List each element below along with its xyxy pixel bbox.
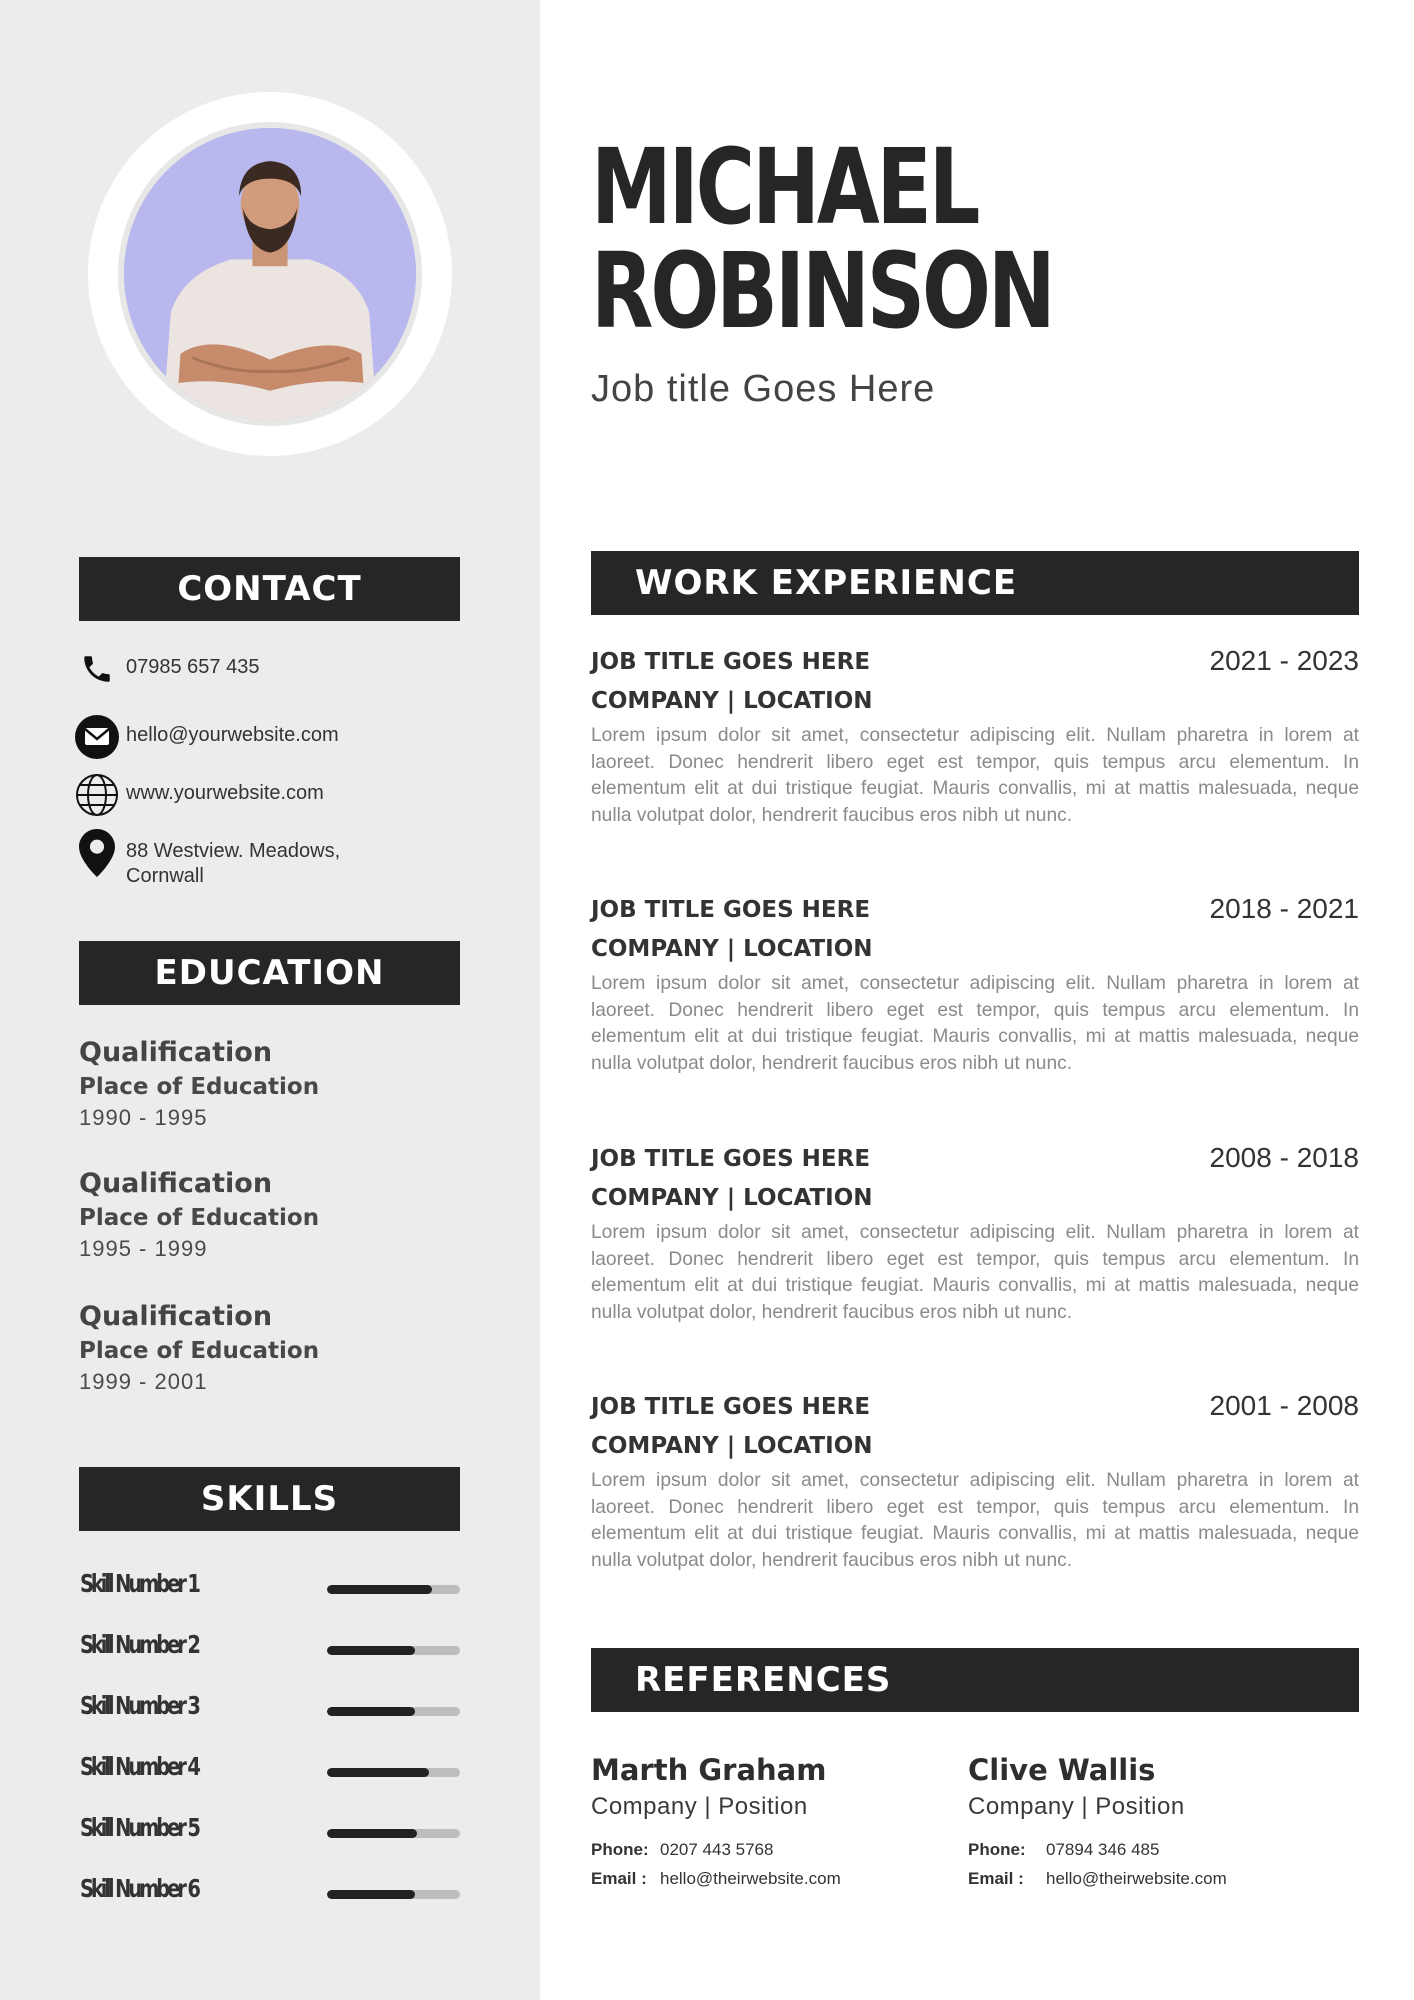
- skill-level-bar: [327, 1890, 460, 1899]
- reference-phone-label: Phone:: [968, 1840, 1026, 1859]
- skill-name: Skill Number 5: [80, 1813, 198, 1842]
- reference-item: [591, 1750, 951, 1893]
- work-company: COMPANY | LOCATION: [591, 688, 873, 714]
- education-years: 1990 - 1995: [79, 1105, 208, 1130]
- skill-row: [80, 1569, 460, 1609]
- contact-website-text[interactable]: www.yourwebsite.com: [126, 782, 324, 804]
- work-job-title: JOB TITLE GOES HERE: [591, 649, 871, 675]
- skill-level-bar: [327, 1829, 460, 1838]
- reference-phone-line: [968, 1835, 1328, 1864]
- skill-level-fill: [327, 1646, 415, 1655]
- contact-phone-text: 07985 657 435: [126, 656, 260, 678]
- work-company: COMPANY | LOCATION: [591, 1433, 873, 1459]
- reference-phone: 07894 346 485: [1046, 1840, 1160, 1859]
- reference-email-line: [591, 1864, 951, 1893]
- reference-email[interactable]: hello@theirwebsite.com: [660, 1869, 841, 1888]
- skill-row: [80, 1813, 460, 1853]
- contact-phone: [74, 646, 386, 692]
- person-name: [591, 126, 1053, 352]
- skill-level-bar: [327, 1768, 460, 1777]
- skill-name: Skill Number 3: [80, 1691, 198, 1720]
- education-item: [79, 1166, 459, 1264]
- first-name: MICHAEL: [591, 126, 978, 248]
- contact-email: [74, 714, 386, 760]
- person-portrait-icon: [124, 128, 416, 420]
- education-place: Place of Education: [79, 1338, 320, 1364]
- education-place: Place of Education: [79, 1205, 320, 1231]
- education-item: [79, 1035, 459, 1133]
- education-qualification: Qualification: [79, 1037, 273, 1068]
- work-years: 2018 - 2021: [1209, 893, 1359, 924]
- reference-company: Company | Position: [968, 1793, 1185, 1820]
- skill-name: Skill Number 1: [80, 1569, 198, 1598]
- reference-phone: 0207 443 5768: [660, 1840, 774, 1859]
- reference-email-label: Email :: [968, 1869, 1024, 1888]
- work-description: Lorem ipsum dolor sit amet, consectetur adipiscing elit. Nullam pharetra in lorem at laoreet. Donec hendrerit libero eget est tempor, quis tempus arcu elementum. In elementum elit at dui tristique feugiat. Mauris convallis, mi at mattis malesuada, neque nulla volutpat dolor, hendrerit faucibus eros nibh ut nunc.: [591, 1470, 1359, 1572]
- reference-name: Clive Wallis: [968, 1753, 1156, 1787]
- sidebar: [0, 0, 540, 2000]
- work-job-title: JOB TITLE GOES HERE: [591, 897, 871, 923]
- skill-level-fill: [327, 1768, 429, 1777]
- references-heading: REFERENCES: [591, 1648, 1359, 1712]
- contact-email-text[interactable]: hello@yourwebsite.com: [126, 724, 339, 746]
- skill-name: Skill Number 6: [80, 1874, 198, 1903]
- phone-icon: [74, 646, 120, 692]
- profile-photo: [118, 122, 422, 426]
- work-company: COMPANY | LOCATION: [591, 936, 873, 962]
- education-years: 1999 - 2001: [79, 1369, 208, 1394]
- skill-level-fill: [327, 1890, 415, 1899]
- skill-name: Skill Number 2: [80, 1630, 198, 1659]
- skill-name: Skill Number 4: [80, 1752, 198, 1781]
- education-years: 1995 - 1999: [79, 1236, 208, 1261]
- skill-level-bar: [327, 1585, 460, 1594]
- job-title: Job title Goes Here: [591, 368, 936, 410]
- work-experience-heading: WORK EXPERIENCE: [591, 551, 1359, 615]
- work-job-title: JOB TITLE GOES HERE: [591, 1394, 871, 1420]
- reference-phone-line: [591, 1835, 951, 1864]
- skill-level-fill: [327, 1829, 417, 1838]
- work-years: 2001 - 2008: [1209, 1390, 1359, 1421]
- skill-level-fill: [327, 1707, 415, 1716]
- work-years: 2008 - 2018: [1209, 1142, 1359, 1173]
- reference-phone-label: Phone:: [591, 1840, 649, 1859]
- work-job-title: JOB TITLE GOES HERE: [591, 1146, 871, 1172]
- work-description: Lorem ipsum dolor sit amet, consectetur adipiscing elit. Nullam pharetra in lorem at laoreet. Donec hendrerit libero eget est tempor, quis tempus arcu elementum. In elementum elit at dui tristique feugiat. Mauris convallis, mi at mattis malesuada, neque nulla volutpat dolor, hendrerit faucibus eros nibh ut nunc.: [591, 725, 1359, 827]
- skills-heading: SKILLS: [79, 1467, 460, 1531]
- skill-level-bar: [327, 1707, 460, 1716]
- reference-name: Marth Graham: [591, 1753, 827, 1787]
- reference-email-label: Email :: [591, 1869, 647, 1888]
- education-qualification: Qualification: [79, 1168, 273, 1199]
- globe-icon: [74, 772, 120, 818]
- work-years: 2021 - 2023: [1209, 645, 1359, 676]
- reference-email[interactable]: hello@theirwebsite.com: [1046, 1869, 1227, 1888]
- skill-level-bar: [327, 1646, 460, 1655]
- work-description: Lorem ipsum dolor sit amet, consectetur adipiscing elit. Nullam pharetra in lorem at laoreet. Donec hendrerit libero eget est tempor, quis tempus arcu elementum. In elementum elit at dui tristique feugiat. Mauris convallis, mi at mattis malesuada, neque nulla volutpat dolor, hendrerit faucibus eros nibh ut nunc.: [591, 973, 1359, 1075]
- education-item: [79, 1299, 459, 1397]
- profile-photo-frame: [88, 92, 452, 456]
- skill-row: [80, 1752, 460, 1792]
- skill-row: [80, 1691, 460, 1731]
- education-qualification: Qualification: [79, 1301, 273, 1332]
- contact-heading: CONTACT: [79, 557, 460, 621]
- contact-address-text: 88 Westview. Meadows, Cornwall: [126, 840, 341, 887]
- reference-email-line: [968, 1864, 1328, 1893]
- envelope-icon: [74, 714, 120, 760]
- work-company: COMPANY | LOCATION: [591, 1185, 873, 1211]
- skill-row: [80, 1630, 460, 1670]
- last-name: ROBINSON: [591, 230, 1053, 352]
- contact-address: [74, 830, 386, 889]
- reference-company: Company | Position: [591, 1793, 808, 1820]
- education-place: Place of Education: [79, 1074, 320, 1100]
- location-pin-icon: [74, 830, 120, 876]
- skill-level-fill: [327, 1585, 432, 1594]
- reference-item: [968, 1750, 1328, 1893]
- education-heading: EDUCATION: [79, 941, 460, 1005]
- contact-website: [74, 772, 386, 818]
- skill-row: [80, 1874, 460, 1914]
- work-description: Lorem ipsum dolor sit amet, consectetur adipiscing elit. Nullam pharetra in lorem at laoreet. Donec hendrerit libero eget est tempor, quis tempus arcu elementum. In elementum elit at dui tristique feugiat. Mauris convallis, mi at mattis malesuada, neque nulla volutpat dolor, hendrerit faucibus eros nibh ut nunc.: [591, 1222, 1359, 1324]
